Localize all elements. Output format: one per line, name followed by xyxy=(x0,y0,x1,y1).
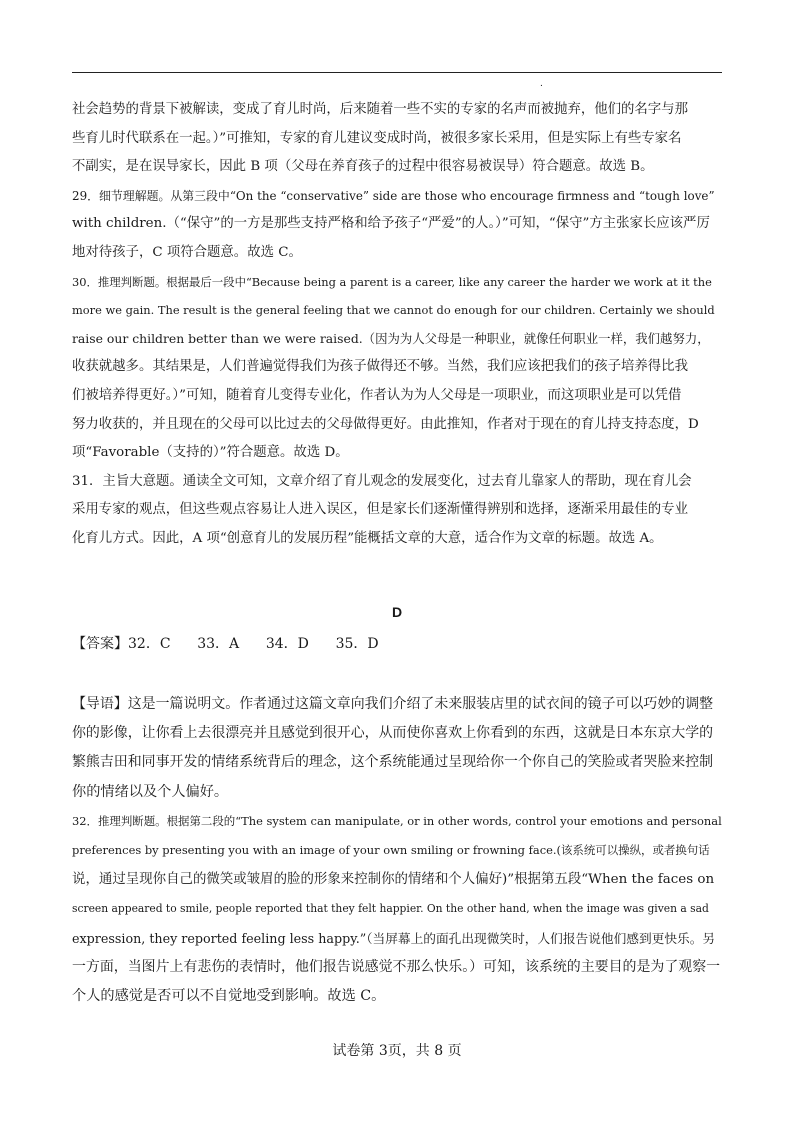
text-line: screen appeared to smile, people reported that they felt happier. On the other hand, when the image was given a sad xyxy=(72,902,709,916)
header-rule xyxy=(72,72,722,73)
text-line: 30．推理判断题。根据最后一段中“Because being a parent is a career, like any career the harder we work at it the xyxy=(72,274,712,289)
explanation-paragraph xyxy=(72,96,722,554)
answer-key: 【答案】32．C 33．A 34．D 35．D xyxy=(72,636,379,652)
text-line: with children.（“保守”的一方是那些支持严格和给予孩子“严爱”的人。）”可知，“保守”方主张家长应该严厉 xyxy=(72,216,710,232)
text-line: 你的影像，让你看上去很漂亮并且感觉到很开心，从而使你喜欢上你看到的东西，这就是日本东京大学的 xyxy=(72,725,714,742)
text-line: expression, they reported feeling less happy.”（当屏幕上的面孔出现微笑时，人们报告说他们感到更快乐。另 xyxy=(72,930,716,946)
text-line: 29．细节理解题。从第三段中“On the “conservative” side are those who encourage firmness and “tough love” xyxy=(72,188,715,203)
text-line: 社会趋势的背景下被解读，变成了育儿时尚，后来随着一些不实的专家的名声而被抛弃，他们的名字与那 xyxy=(72,102,688,117)
text-line: 【导语】这是一篇说明文。作者通过这篇文章向我们介绍了未来服装店里的试衣间的镜子可以巧妙的调整 xyxy=(72,696,714,712)
text-line: preferences by presenting you with an image of your own smiling or frowning face.(该系统可以操纵，或者换句话 xyxy=(72,843,710,858)
text-line: 不副实，是在误导家长，因此 B 项（父母在养育孩子的过程中很容易被误导）符合题意。故选 B。 xyxy=(72,159,654,175)
explanation-paragraph xyxy=(72,690,722,1011)
text-line: 31．主旨大意题。通读全文可知，文章介绍了育儿观念的发展变化，过去育儿靠家人的帮助，现在育儿会 xyxy=(72,473,692,489)
text-line: 们被培养得更好。）”可知，随着育儿变得专业化，作者认为为人父母是一项职业，而这项职业是可以凭借 xyxy=(72,387,682,403)
section-title: D xyxy=(391,604,403,620)
header-dot: . xyxy=(540,79,543,89)
text-line: 个人的感觉是否可以不自觉地受到影响。故选 C。 xyxy=(72,988,386,1005)
text-line: 些育儿时代联系在一起。）”可推知，专家的育儿建议变成时尚，被很多家长采用，但是实际上有些专家名 xyxy=(72,130,682,146)
text-line: 32．推理判断题。根据第二段的“The system can manipulate, or in other words, control your emotions and personal xyxy=(72,813,722,828)
explanation-top xyxy=(72,96,722,554)
text-line: raise our children better than we were raised.（因为为人父母是一种职业，就像任何职业一样，我们越努力， xyxy=(72,330,710,346)
text-line: 繁熊吉田和同事开发的情绪系统背后的理念，这个系统能通过呈现给你一个你自己的笑脸或者哭脸来控制 xyxy=(72,754,714,771)
text-line: 地对待孩子，C 项符合题意。故选 C。 xyxy=(72,244,302,260)
text-line: more we gain. The result is the general feeling that we cannot do enough for our children. Certainly we should xyxy=(72,303,715,318)
text-line: 化育儿方式。因此，A 项“创意育儿的发展历程”能概括文章的大意，适合作为文章的标题。故选 A。 xyxy=(72,530,663,546)
text-line: 你的情绪以及个人偏好。 xyxy=(72,783,229,800)
text-line: 采用专家的观点，但这些观点容易让人进入误区，但是家长们逐渐懂得辨别和选择，逐渐采用最佳的专业 xyxy=(72,502,688,518)
explanation-bottom xyxy=(72,690,722,1011)
text-line: 说，通过呈现你自己的微笑或皱眉的脸的形象来控制你的情绪和个人偏好)”根据第五段“When the faces on xyxy=(72,872,715,888)
text-line: 一方面，当图片上有悲伤的表情时，他们报告说感觉不那么快乐。）可知，该系统的主要目的是为了观察一 xyxy=(72,958,721,975)
text-line: 努力收获的，并且现在的父母可以比过去的父母做得更好。由此推知，作者对于现在的育儿持支持态度，D xyxy=(72,416,699,432)
page-footer: 试卷第 3页，共 8 页 xyxy=(332,1043,462,1059)
text-line: 项“Favorable（支持的）”符合题意。故选 D。 xyxy=(72,445,349,461)
text-line: 收获就越多。其结果是，人们普遍觉得我们为孩子做得还不够。当然，我们应该把我们的孩子培养得比我 xyxy=(72,359,688,375)
